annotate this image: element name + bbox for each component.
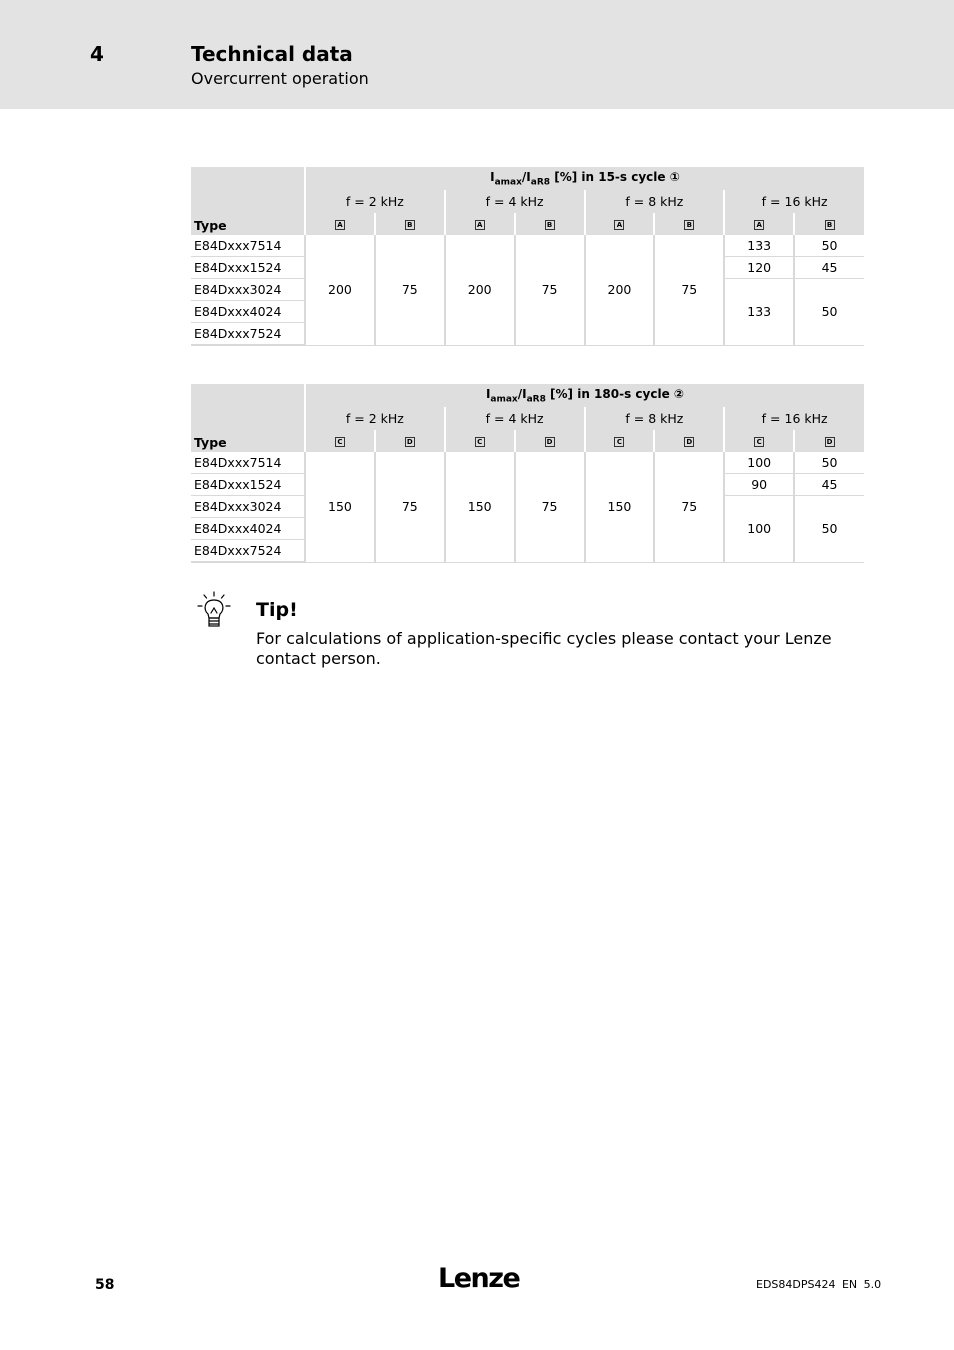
value-cell: 200 [585,235,655,345]
mark-label: C [475,437,485,447]
value-cell: 50 [794,496,864,563]
value-cell: 75 [654,452,724,562]
page-header [0,0,954,109]
value-cell: 150 [585,452,655,562]
type-cell: E84Dxxx1524 [191,257,305,279]
overcurrent-table-180s [191,384,864,563]
value-cell: 90 [724,474,794,496]
value-cell: 150 [445,452,515,562]
mark-label: A [335,220,345,230]
table-row [191,452,864,474]
mark-label: B [825,220,835,230]
type-column-header: Type [191,384,305,452]
mark-label: B [684,220,694,230]
value-cell: 45 [794,474,864,496]
value-cell: 150 [305,452,375,562]
value-cell: 133 [724,279,794,346]
mark-label: A [754,220,764,230]
type-cell: E84Dxxx7514 [191,235,305,257]
freq-header: f = 8 kHz [585,190,725,213]
type-cell: E84Dxxx3024 [191,279,305,301]
value-cell: 75 [375,235,445,345]
freq-header: f = 16 kHz [724,190,864,213]
chapter-subtitle: Overcurrent operation [191,69,369,88]
value-cell: 200 [445,235,515,345]
type-cell: E84Dxxx4024 [191,518,305,540]
chapter-number: 4 [90,42,104,66]
mark-label: A [614,220,624,230]
value-cell: 133 [724,235,794,257]
freq-header: f = 2 kHz [305,190,445,213]
chapter-title: Technical data [191,42,353,66]
value-cell: 45 [794,257,864,279]
freq-header: f = 2 kHz [305,407,445,430]
freq-header: f = 4 kHz [445,407,585,430]
value-cell: 200 [305,235,375,345]
lightbulb-icon [196,590,234,630]
overcurrent-table-15s [191,167,864,346]
value-cell: 50 [794,452,864,474]
mark-label: D [405,437,415,447]
value-cell: 100 [724,496,794,563]
value-cell: 100 [724,452,794,474]
type-cell: E84Dxxx7514 [191,452,305,474]
tip-text: For calculations of application-specific cycles please contact your Lenze contact person. [256,629,832,668]
mark-label: B [545,220,555,230]
value-cell: 75 [654,235,724,345]
type-cell: E84Dxxx7524 [191,540,305,563]
page-number: 58 [95,1277,115,1293]
table-title: $I_{amax}/I_{aR8}$ [%] in 15-s cycle ① [305,167,864,190]
mark-label: A [475,220,485,230]
tip-title: Tip! [256,599,298,621]
value-cell: 50 [794,279,864,346]
value-cell: 75 [375,452,445,562]
freq-header: f = 4 kHz [445,190,585,213]
mark-label: D [684,437,694,447]
value-cell: 75 [515,235,585,345]
lenze-logo: Lenze [438,1263,520,1294]
mark-label: B [405,220,415,230]
type-cell: E84Dxxx4024 [191,301,305,323]
type-cell: E84Dxxx1524 [191,474,305,496]
mark-label: D [545,437,555,447]
mark-label: D [825,437,835,447]
type-cell: E84Dxxx7524 [191,323,305,346]
freq-header: f = 16 kHz [724,407,864,430]
mark-label: C [754,437,764,447]
value-cell: 50 [794,235,864,257]
document-id: EDS84DPS424 EN 5.0 [756,1278,882,1291]
mark-label: C [614,437,624,447]
type-cell: E84Dxxx3024 [191,496,305,518]
table-row [191,235,864,257]
type-column-header: Type [191,167,305,235]
table-title: $I_{amax}/I_{aR8}$ [%] in 180-s cycle ② [305,384,864,407]
value-cell: 120 [724,257,794,279]
mark-label: C [335,437,345,447]
freq-header: f = 8 kHz [585,407,725,430]
value-cell: 75 [515,452,585,562]
